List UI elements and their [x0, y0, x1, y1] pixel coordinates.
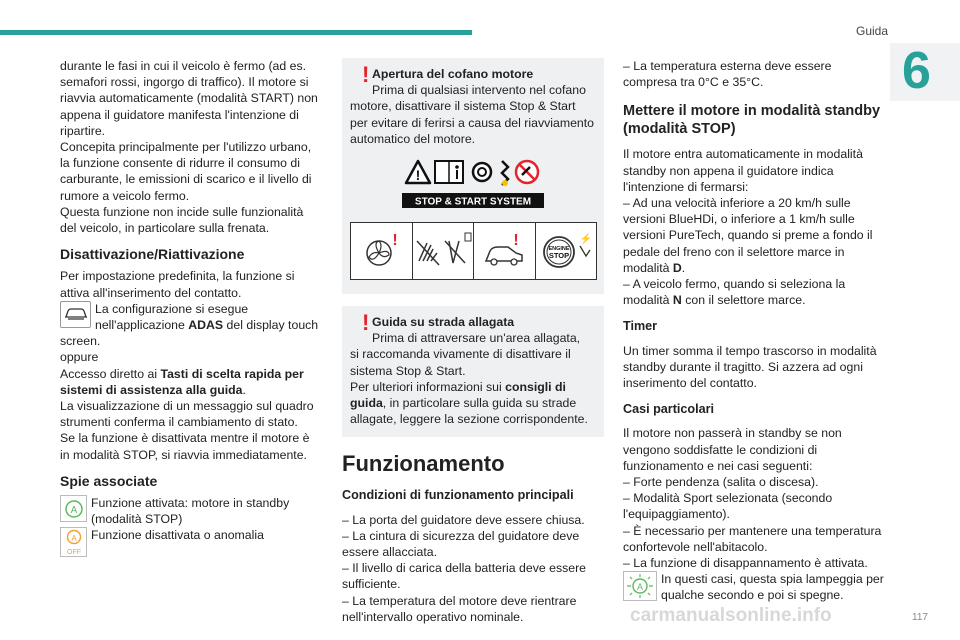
fan-icon	[350, 222, 413, 280]
chapter-tab	[890, 43, 960, 101]
warning-exclamation-icon: !	[362, 310, 370, 336]
svg-text:ENGINE: ENGINE	[548, 246, 570, 253]
stop-start-off-icon	[60, 527, 87, 557]
paragraph: Questa funzione non incide sulle funzionalità del veicolo, in particolare sulla frenata.	[60, 204, 304, 236]
list-item: – Il livello di carica della batteria deve essere sufficiente.	[342, 561, 587, 592]
stop-start-sticker	[402, 157, 544, 212]
spia-row-off	[60, 527, 322, 557]
warning-body: motore, disattivare il sistema Stop & Start per evitare di ferirsi a causa del riavviamento automatico del motore.	[350, 99, 594, 146]
list-item: – La temperatura esterna deve essere compresa tra 0°C e 35°C.	[623, 59, 832, 90]
heading-standby: Mettere il motore in modalità standby (modalità STOP)	[623, 103, 881, 138]
hand-no-touch-icon	[412, 222, 475, 280]
paragraph: Il motore entra automaticamente in modalità standby non appena il guidatore indica l'intenzione di fermarsi:	[623, 147, 863, 194]
spia-off-text: Funzione disattivata o anomalia	[91, 528, 264, 543]
watermark: carmanualsonline.info	[630, 605, 832, 626]
chapter-number: 6	[902, 42, 931, 100]
paragraph: Per impostazione predefinita, la funzione si attiva all'inserimento del contatto.	[60, 269, 295, 300]
svg-text:A: A	[70, 534, 77, 544]
svg-text:STOP & START SYSTEM: STOP & START SYSTEM	[414, 196, 532, 208]
heading-casi: Casi particolari	[623, 402, 714, 417]
svg-text:OFF: OFF	[66, 549, 81, 557]
spia-row-active	[60, 495, 322, 527]
car-adas-icon	[60, 301, 91, 328]
spia-flash-text: In questi casi, questa spia lampeggia per qualche secondo e poi si spegne.	[661, 572, 884, 603]
list-item: – La funzione di disappannamento è attivata.	[623, 556, 868, 571]
warning-body: si raccomanda vivamente di disattivare il sistema Stop & Start.	[350, 347, 571, 378]
list-item: – La cintura di sicurezza del guidatore deve essere allacciata.	[342, 528, 580, 560]
heading-spie: Spie associate	[60, 472, 158, 489]
svg-text:!: !	[415, 167, 421, 184]
list-item: – È necessario per mantenere una temperatura confortevole nell'abitacolo.	[623, 523, 882, 554]
paragraph: oppure	[60, 350, 99, 365]
spia-flash-row	[623, 571, 885, 603]
warning-box-hood	[342, 58, 604, 294]
engine-stop-button-icon	[535, 222, 598, 280]
heading-timer: Timer	[623, 319, 658, 334]
stop-start-active-icon	[60, 495, 87, 522]
spia-active-text: Funzione attivata: motore in standby (modalità STOP)	[91, 496, 290, 527]
warning-body: Prima di attraversare un'area allagata,	[372, 331, 581, 346]
paragraph: screen.	[60, 334, 101, 349]
stop-start-flashing-icon	[623, 571, 657, 601]
svg-text:A: A	[636, 582, 644, 593]
heading-funzionamento: Funzionamento	[342, 451, 505, 477]
svg-text:A: A	[70, 504, 77, 516]
paragraph: Concepita principalmente per l'utilizzo urbano, la funzione consente di ridurre il consumo di carburante, le emissioni di scarico e il livello di rumore a veicolo fermo.	[60, 140, 312, 203]
column-1	[60, 58, 322, 557]
engine-bay-pictogram-strip	[350, 222, 596, 280]
column-2	[342, 58, 604, 625]
intro-paragraph: durante le fasi in cui il veicolo è fermo (ad es. semafori rossi, ingorgo di traffico). Il motore si riavvia automaticamente (modalità START) non appena il guidatore manifesta l'intenzione di ripartire.	[60, 59, 318, 138]
heading-disattivazione: Disattivazione/Riattivazione	[60, 246, 245, 263]
list-item: – Forte pendenza (salita o discesa).	[623, 475, 819, 490]
header-accent-bar	[0, 30, 472, 35]
list-item: – A veicolo fermo, quando si seleziona la modalità N con il selettore marce.	[623, 277, 846, 308]
warning-exclamation-icon: !	[362, 62, 370, 87]
shortcut-paragraph: Accesso diretto ai Tasti di scelta rapida per sistemi di assistenza alla guida.	[60, 366, 304, 397]
list-item: – Modalità Sport selezionata (secondo l'equipaggiamento).	[623, 491, 833, 522]
list-item: – Ad una velocità inferiore a 20 km/h sulle versioni BlueHDi, o inferiore a 1 km/h sulle versioni PureTech, quando si preme a fondo il pedale del freno con il selettore marce in modalità D.	[623, 196, 873, 275]
heading-condizioni: Condizioni di funzionamento principali	[342, 488, 574, 503]
warning-body: Prima di qualsiasi intervento nel cofano	[372, 83, 586, 98]
svg-text:!: !	[513, 232, 519, 250]
engine-hood-warning-icon	[473, 222, 536, 280]
paragraph: Un timer somma il tempo trascorso in modalità standby durante il tragitto. Si azzera ad ogni inserimento del contatto.	[623, 343, 877, 391]
warning-box-flooded-road	[342, 306, 604, 437]
svg-text:STOP: STOP	[548, 251, 569, 261]
paragraph: La visualizzazione di un messaggio sul quadro strumenti conferma il cambiamento di stato.	[60, 399, 314, 430]
list-item: – La porta del guidatore deve essere chiusa.	[342, 512, 585, 527]
paragraph: Se la funzione è disattivata mentre il motore è in modalità STOP, si riavvia immediatamente.	[60, 431, 310, 462]
warning-title: Apertura del cofano motore	[372, 67, 534, 81]
warning-body: Per ulteriori informazioni sui consigli di guida, in particolare sulla guida su strade allagate, leggere la sezione corrispondente.	[350, 379, 588, 427]
adas-config-row	[60, 301, 322, 333]
column-3	[623, 58, 885, 604]
adas-config-text: La configurazione si esegue nell'applicazione ADAS del display touch	[95, 301, 319, 333]
warning-title: Guida su strada allagata	[372, 315, 515, 330]
svg-text:⚡: ⚡	[579, 234, 592, 246]
page-number: 117	[912, 612, 928, 623]
paragraph: Il motore non passerà in standby se non vengono soddisfatte le condizioni di funzionamento e nei casi seguenti:	[623, 426, 842, 473]
svg-text:!: !	[392, 232, 398, 250]
section-title: Guida	[856, 24, 889, 38]
list-item: – La temperatura del motore deve rientrare nell'intervallo operativo nominale.	[342, 593, 577, 624]
